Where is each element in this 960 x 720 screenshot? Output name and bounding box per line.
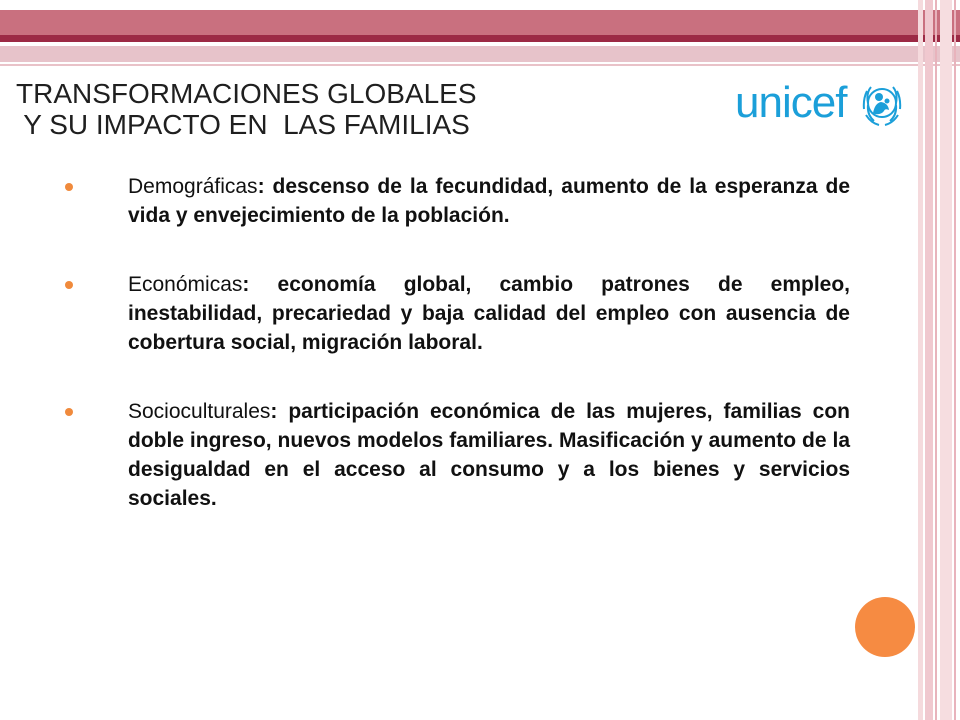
bullet-item: [65, 172, 850, 230]
bullet-text: : participación económica de las mujeres, familias con doble ingreso, nuevos modelos familiares. Masificación y aumento de la desigualdad en el acceso al consumo y a los bienes y servicios sociales.: [128, 400, 850, 510]
side-stripe: [954, 0, 956, 720]
bullet-lead: Demográficas: [128, 175, 258, 198]
unicef-emblem-icon: [857, 79, 907, 134]
side-stripe: [918, 0, 923, 720]
side-stripe: [935, 0, 937, 720]
bullet-list: [65, 172, 850, 513]
header-band-dark: [0, 35, 960, 42]
slide-title-line1: TRANSFORMACIONES GLOBALES: [16, 78, 477, 109]
slide-title: [16, 78, 477, 140]
bullet-item: [65, 397, 850, 513]
bullet-dot-icon: [65, 183, 73, 191]
bullet-lead: Socioculturales: [128, 400, 271, 423]
header-band-pink: [0, 10, 960, 36]
side-stripe: [925, 0, 933, 720]
slide-title-line2: Y SU IMPACTO EN LAS FAMILIAS: [16, 109, 470, 140]
bullet-dot-icon: [65, 408, 73, 416]
bullet-lead: Económicas: [128, 273, 243, 296]
bullet-text: : descenso de la fecundidad, aumento de la esperanza de vida y envejecimiento de la población.: [128, 175, 850, 227]
unicef-logo-text: unicef: [735, 78, 847, 127]
bullet-dot-icon: [65, 281, 73, 289]
decorative-circle: [855, 597, 915, 657]
header-band-thin: [0, 64, 960, 66]
side-stripe: [940, 0, 952, 720]
header-band-light: [0, 46, 960, 62]
bullet-text: : economía global, cambio patrones de empleo, inestabilidad, precariedad y baja calidad del empleo con ausencia de cobertura social, migración laboral.: [128, 273, 850, 354]
bullet-item: [65, 270, 850, 357]
